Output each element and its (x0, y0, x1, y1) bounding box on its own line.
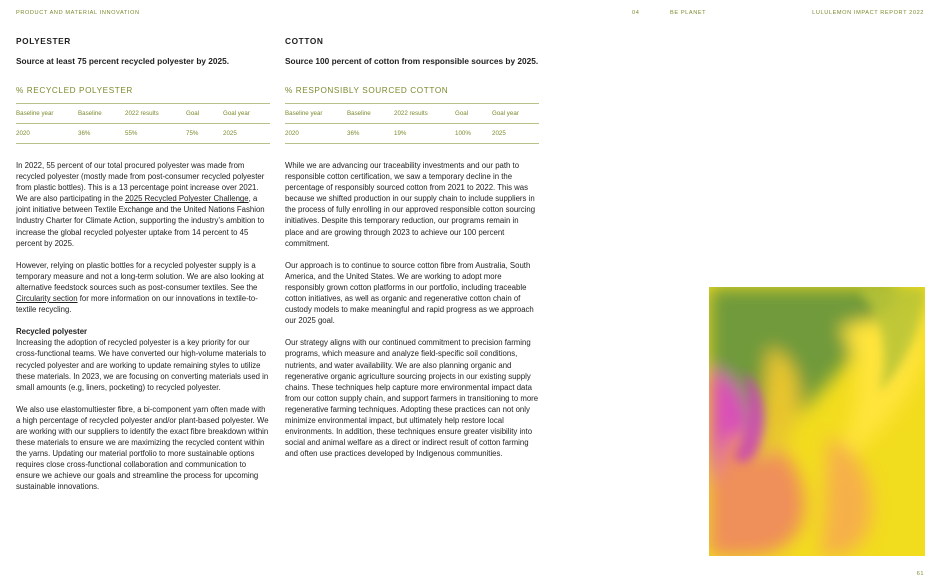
circularity-section-link[interactable]: Circularity section (16, 294, 78, 304)
table-row (285, 124, 539, 144)
text-run: for more information on our innovations in textile-to-textile recycling. (16, 294, 258, 315)
cotton-title: COTTON (285, 36, 324, 46)
table-header-row (285, 104, 539, 124)
col-baseline-year: Baseline year (16, 104, 78, 124)
col-goal-year: Goal year (492, 104, 539, 124)
cotton-metric-label: % RESPONSIBLY SOURCED COTTON (285, 86, 449, 95)
recycled-polyester-subheading: Recycled polyester (16, 327, 88, 337)
col-goal: Goal (186, 104, 223, 124)
polyester-body (16, 160, 270, 493)
col-2022-results: 2022 results (394, 104, 455, 124)
recycled-polyester-challenge-link[interactable]: 2025 Recycled Polyester Challenge (125, 194, 249, 204)
cell-goal-year: 2025 (492, 124, 539, 144)
col-baseline-year: Baseline year (285, 104, 347, 124)
cell-2022-results: 19% (394, 124, 455, 144)
cell-baseline: 36% (78, 124, 125, 144)
text-run: In 2022, 55 percent of our total procured polyester was made from recycled polyester (mostly made from post-consumer recycled polyester from plastic bottles). This is a 13 percentage point increase over 2021. We are also participating in the (16, 161, 265, 204)
col-goal-year: Goal year (223, 104, 270, 124)
text-run: Increasing the adoption of recycled polyester is a key priority for our cross-functional teams. We have converted our high-volume materials to recycled polyester and are working to update remaining styles to utilize these materials. In 2023, we are focusing on converting materials used in small amounts (e.g, liners, pocketing) to recycled polyester. (16, 338, 269, 392)
cotton-goal: Source 100 percent of cotton from responsible sources by 2025. (285, 56, 539, 66)
cotton-body (285, 160, 539, 459)
cell-baseline-year: 2020 (285, 124, 347, 144)
pillar-label: BE PLANET (670, 10, 707, 16)
polyester-paragraph (16, 326, 270, 393)
cotton-section (285, 36, 539, 470)
cotton-paragraph: Our approach is to continue to source cotton fibre from Australia, South America, and the United States. We are working to adopt more responsibly grown cotton platforms in our portfolio, including traceable cotton initiatives, as well as organic and regenerative cotton chain of custody models to make meaningful and rapid progress as we approach our 2025 goal. (285, 260, 534, 326)
cell-goal: 100% (455, 124, 492, 144)
polyester-title: POLYESTER (16, 36, 71, 46)
col-baseline: Baseline (347, 104, 394, 124)
polyester-paragraph (16, 260, 270, 315)
report-title: LULULEMON IMPACT REPORT 2022 (812, 10, 924, 16)
page-index: 04 (632, 10, 640, 16)
text-run: However, relying on plastic bottles for a recycled polyester supply is a temporary measure and not a long-term solution. We are also looking at alternative feedstock sources such as post-consumer textiles. See the (16, 260, 264, 292)
col-2022-results: 2022 results (125, 104, 186, 124)
col-baseline: Baseline (78, 104, 125, 124)
cell-goal: 75% (186, 124, 223, 144)
polyester-metric-label: % RECYCLED POLYESTER (16, 86, 133, 95)
cotton-paragraph: Our strategy aligns with our continued commitment to precision farming programs, which measure and analyze field-specific soil conditions, nutrients, and water availability. We are also planning organic and regenerative organic agriculture sourcing projects in our existing supply chains. These techniques help capture more environmental impact data from our cotton supply chain, and support farmers in transitioning to more regenerative farming techniques. Adopting these practices can not only minimize environmental impact, but ultimately help restore local environments. In addition, these techniques ensure greater visibility into social and animal welfare as a direct or indirect result of cotton farming and often use practices developed by Indigenous communities. (285, 338, 539, 459)
artwork-graphic (709, 287, 925, 556)
polyester-goal: Source at least 75 percent recycled polyester by 2025. (16, 56, 230, 66)
polyester-paragraph (16, 160, 270, 249)
table-header-row (16, 104, 270, 124)
col-goal: Goal (455, 104, 492, 124)
table-row (16, 124, 270, 144)
cotton-paragraph: While we are advancing our traceability investments and our path to responsible cotton certification, we saw a temporary decline in the percentage of responsibly sourced cotton from 2021 to 2022. This was because we shifted production in our supply chain to include suppliers in the process of fully enrolling in our approved responsible cotton sourcing initiatives. Despite this temporary reduction, our programs remain in place and are growing through 2023 to achieve our 100 percent commitment. (285, 161, 536, 248)
cell-baseline-year: 2020 (16, 124, 78, 144)
page-number: 61 (916, 571, 924, 577)
text-run: , a joint initiative between Textile Exchange and the United Nations Fashion Industry Charter for Climate Action, supporting the industry’s ambition to increase the global recycled polyester uptake from 14 percent to 45 percent by 2025. (16, 194, 265, 248)
abstract-gradient-artwork (709, 287, 925, 556)
cell-2022-results: 55% (125, 124, 186, 144)
cell-goal-year: 2025 (223, 124, 270, 144)
section-label: PRODUCT AND MATERIAL INNOVATION (16, 10, 140, 16)
polyester-section (16, 36, 270, 504)
polyester-paragraph: We also use elastomultiester fibre, a bi-component yarn often made with a high percentage of recycled polyester and/or plant-based polyester. We are working with our suppliers to identify the exact fibre breakdown within these materials to ensure we are maximizing the recycled content within the yarns. Updating our material portfolio to more sustainable options requires close cross-functional collaboration and communication to ensure we achieve our goals and streamline the process for upcoming sustainable innovations. (16, 404, 269, 492)
polyester-metrics-table (16, 103, 270, 144)
cell-baseline: 36% (347, 124, 394, 144)
cotton-metrics-table (285, 103, 539, 144)
